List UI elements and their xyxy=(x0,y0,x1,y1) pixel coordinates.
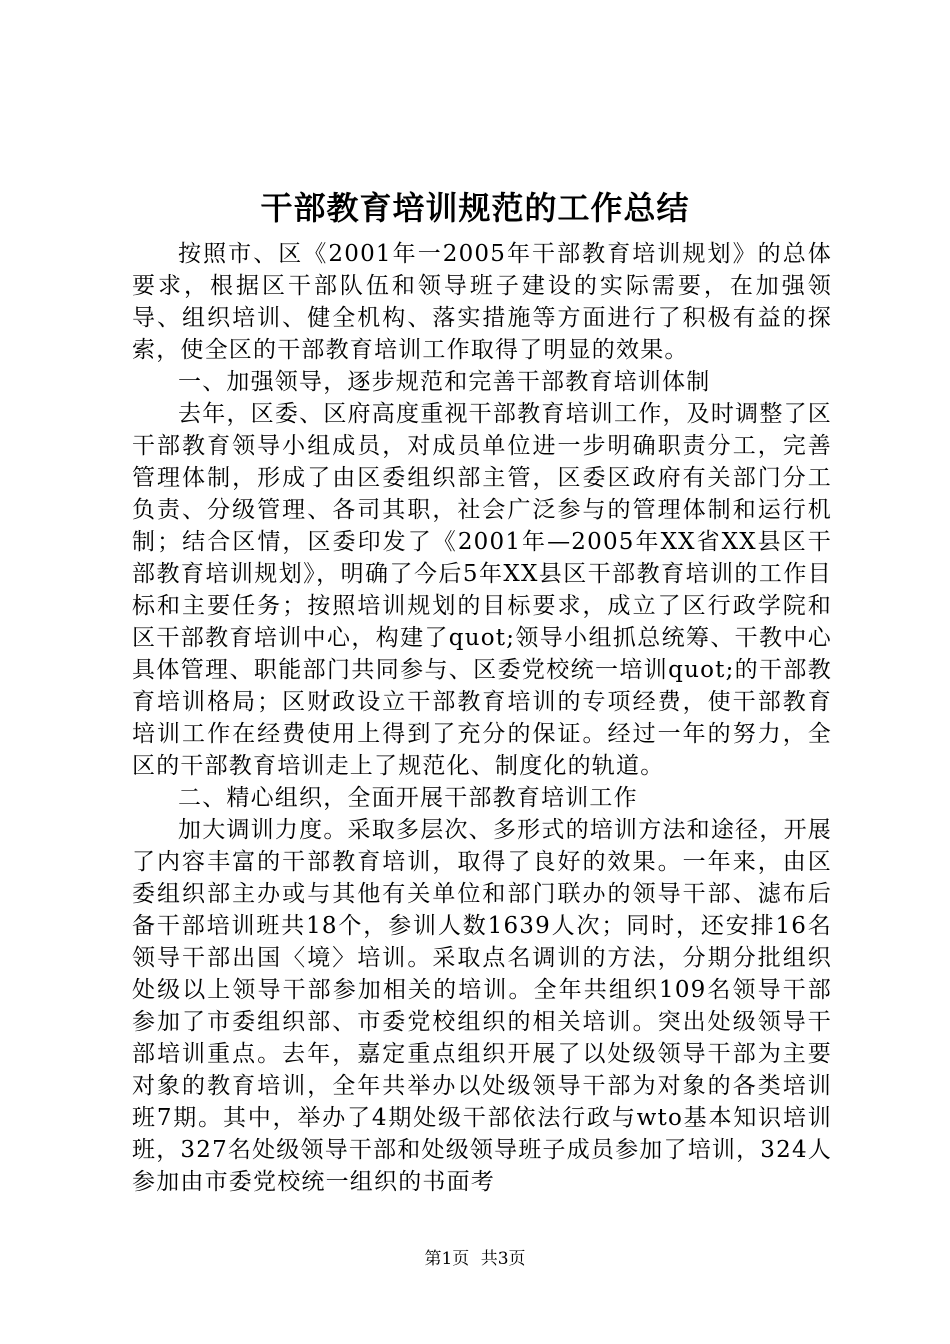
page-footer xyxy=(0,1247,950,1271)
intro-paragraph: 按照市、区《2001年一2005年干部教育培训规划》的总体要求，根据区干部队伍和领导班子建设的实际需要，在加强领导、组织培训、健全机构、落实措施等方面进行了积极有益的探索，使全区的干部教育培训工作取得了明显的效果。 xyxy=(132,241,832,363)
section-heading-2: 二、精心组织，全面开展干部教育培训工作 xyxy=(178,785,638,811)
page-total: 共3页 xyxy=(480,1249,526,1269)
page-number: 第1页 xyxy=(424,1249,470,1269)
document-title: 干部教育培训规范的工作总结 xyxy=(260,189,690,227)
document-body xyxy=(132,238,832,1198)
section-heading-1: 一、加强领导，逐步规范和完善干部教育培训体制 xyxy=(178,369,711,395)
section-2-paragraph: 加大调训力度。采取多层次、多形式的培训方法和途径，开展了内容丰富的干部教育培训，取得了良好的效果。一年来，由区委组织部主办或与其他有关单位和部门联办的领导干部、滤布后备干部培训班共18个，参训人数1639人次；同时，还安排16名领导干部出国〈境〉培训。采取点名调训的方法，分期分批组织处级以上领导干部参加相关的培训。全年共组织109名领导干部参加了市委组织部、市委党校组织的相关培训。突出处级领导干部培训重点。去年，嘉定重点组织开展了以处级领导干部为主要对象的教育培训，全年共举办以处级领导干部为对象的各类培训班7期。其中，举办了4期处级干部依法行政与wto基本知识培训班，327名处级领导干部和处级领导班子成员参加了培训，324人参加由市委党校统一组织的书面考 xyxy=(132,817,832,1195)
section-1-paragraph: 去年，区委、区府高度重视干部教育培训工作，及时调整了区干部教育领导小组成员，对成员单位进一步明确职责分工，完善管理体制，形成了由区委组织部主管，区委区政府有关部门分工负责、分级管理、各司其职，社会广泛参与的管理体制和运行机制；结合区情，区委印发了《2001年—2005年XX省XX县区干部教育培训规划》，明确了今后5年XX县区干部教育培训的工作目标和主要任务；按照培训规划的目标要求，成立了区行政学院和区干部教育培训中心，构建了quot;领导小组抓总统筹、干教中心具体管理、职能部门共同参与、区委党校统一培训quot;的干部教育培训格局；区财政设立干部教育培训的专项经费，使干部教育培训工作在经费使用上得到了充分的保证。经过一年的努力，全区的干部教育培训走上了规范化、制度化的轨道。 xyxy=(132,401,832,779)
